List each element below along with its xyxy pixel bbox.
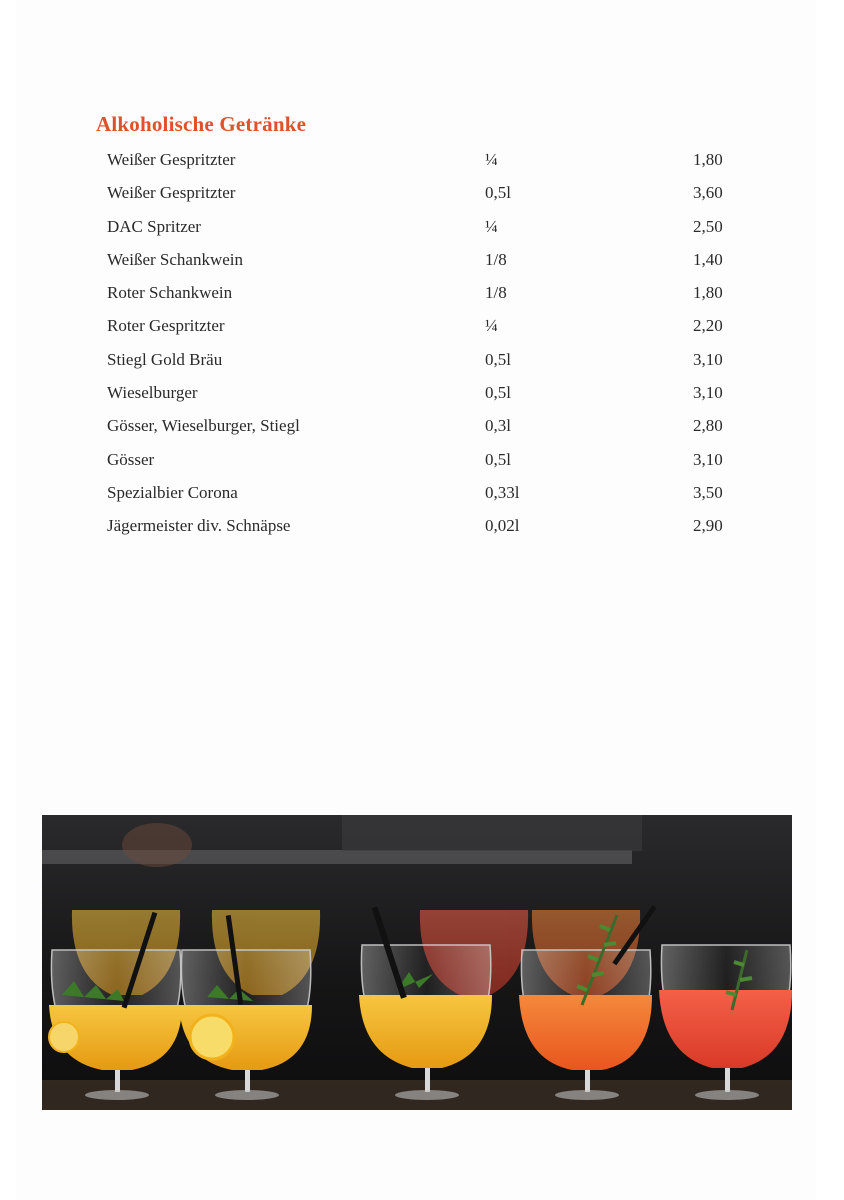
item-price: 1,80	[693, 283, 723, 303]
item-size: 0,3l	[485, 416, 511, 436]
cocktail-illustration	[42, 815, 792, 1110]
section-title: Alkoholische Getränke	[96, 112, 307, 136]
item-size: ¼	[485, 216, 498, 236]
item-size: 1/8	[485, 283, 507, 303]
list-item	[107, 213, 747, 246]
item-name: Roter Gespritzter	[107, 316, 225, 336]
item-size: 0,5l	[485, 349, 511, 369]
list-item	[107, 412, 747, 445]
item-price: 3,50	[693, 482, 723, 502]
item-price: 2,20	[693, 316, 723, 336]
item-name: Gösser, Wieselburger, Stiegl	[107, 416, 300, 436]
item-size: 0,5l	[485, 183, 511, 203]
list-item	[107, 479, 747, 512]
item-name: Weißer Schankwein	[107, 249, 243, 269]
list-item	[107, 512, 747, 545]
item-price: 3,10	[693, 383, 723, 403]
item-size: ¼	[485, 150, 498, 169]
item-price: 3,10	[693, 449, 723, 469]
item-name: DAC Spritzer	[107, 216, 201, 236]
item-name: Wieselburger	[107, 383, 198, 403]
item-price: 3,60	[693, 183, 723, 203]
item-size: 0,5l	[485, 449, 511, 469]
item-size: 0,5l	[485, 383, 511, 403]
item-price: 1,80	[693, 150, 723, 169]
item-price: 1,40	[693, 249, 723, 269]
drinks-list	[107, 146, 747, 546]
item-price: 2,50	[693, 216, 723, 236]
item-name: Stiegl Gold Bräu	[107, 349, 223, 369]
list-item	[107, 379, 747, 412]
item-name: Weißer Gespritzter	[107, 150, 236, 169]
item-name: Spezialbier Corona	[107, 482, 238, 502]
item-name: Gösser	[107, 449, 155, 469]
list-item	[107, 146, 747, 179]
list-item	[107, 179, 747, 212]
item-price: 2,90	[693, 516, 723, 536]
list-item	[107, 446, 747, 479]
cocktail-glasses-photo	[42, 815, 792, 1110]
list-item	[107, 312, 747, 345]
item-size: 0,33l	[485, 482, 520, 502]
item-price: 2,80	[693, 416, 723, 436]
item-size: ¼	[485, 316, 498, 336]
item-name: Weißer Gespritzter	[107, 183, 236, 203]
item-size: 1/8	[485, 249, 507, 269]
item-name: Roter Schankwein	[107, 283, 233, 303]
item-name: Jägermeister div. Schnäpse	[107, 516, 291, 536]
list-item	[107, 279, 747, 312]
item-price: 3,10	[693, 349, 723, 369]
list-item	[107, 346, 747, 379]
item-size: 0,02l	[485, 516, 520, 536]
list-item	[107, 246, 747, 279]
